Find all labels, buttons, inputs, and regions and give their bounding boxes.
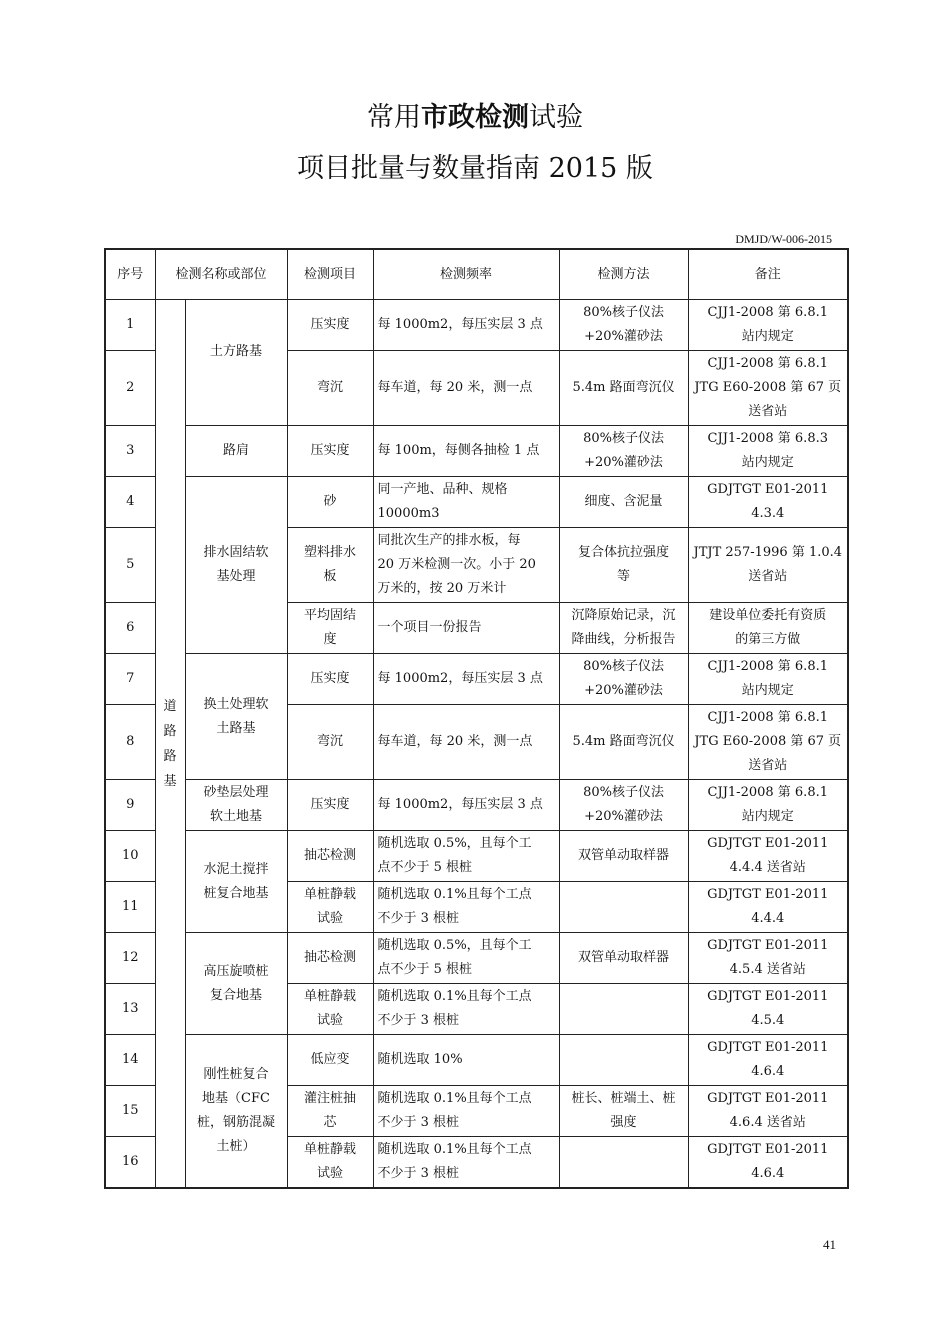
note-cell: GDJTGT E01-2011 4.5.4 送省站 — [688, 933, 848, 984]
note-cell: GDJTGT E01-2011 4.4.4 送省站 — [688, 831, 848, 882]
group-cell: 排水固结软 基处理 — [185, 477, 287, 654]
note-cell: 建设单位委托有资质 的第三方做 — [688, 603, 848, 654]
group-cell: 刚性桩复合 地基（CFC 桩，钢筋混凝 土桩） — [185, 1035, 287, 1189]
item-cell: 灌注桩抽 芯 — [287, 1086, 373, 1137]
row-number: 5 — [105, 528, 155, 603]
note-cell: GDJTGT E01-2011 4.6.4 — [688, 1137, 848, 1189]
table-row — [105, 426, 848, 477]
document-id: DMJD/W-006-2015 — [735, 232, 832, 246]
note-cell: GDJTGT E01-2011 4.5.4 — [688, 984, 848, 1035]
method-cell: 5.4m 路面弯沉仪 — [559, 351, 688, 426]
freq-cell: 每车道，每 20 米，测一点 — [373, 705, 559, 780]
title-suffix: 试验 — [529, 102, 583, 133]
row-number: 10 — [105, 831, 155, 882]
group-cell: 土方路基 — [185, 300, 287, 426]
note-cell: GDJTGT E01-2011 4.6.4 — [688, 1035, 848, 1086]
item-cell: 压实度 — [287, 654, 373, 705]
note-cell: CJJ1-2008 第 6.8.1 站内规定 — [688, 654, 848, 705]
item-cell: 单桩静载 试验 — [287, 984, 373, 1035]
item-cell: 单桩静载 试验 — [287, 882, 373, 933]
item-cell: 压实度 — [287, 300, 373, 351]
note-cell: CJJ1-2008 第 6.8.1 站内规定 — [688, 300, 848, 351]
row-number: 14 — [105, 1035, 155, 1086]
method-cell: 80%核子仪法 +20%灌砂法 — [559, 654, 688, 705]
freq-cell: 随机选取 0.1%且每个工点 不少于 3 根桩 — [373, 1086, 559, 1137]
title-prefix: 常用 — [367, 102, 421, 133]
row-number: 3 — [105, 426, 155, 477]
item-cell: 抽芯检测 — [287, 933, 373, 984]
freq-cell: 同一产地、品种、规格 10000m3 — [373, 477, 559, 528]
table-row — [105, 1035, 848, 1086]
note-cell: GDJTGT E01-2011 4.3.4 — [688, 477, 848, 528]
freq-cell: 同批次生产的排水板，每 20 万米检测一次。小于 20 万米的，按 20 万米计 — [373, 528, 559, 603]
page-number: 41 — [823, 1237, 836, 1252]
item-cell: 压实度 — [287, 426, 373, 477]
freq-cell: 每 100m，每侧各抽检 1 点 — [373, 426, 559, 477]
row-number: 16 — [105, 1137, 155, 1189]
freq-cell: 一个项目一份报告 — [373, 603, 559, 654]
note-cell: CJJ1-2008 第 6.8.1 JTG E60-2008 第 67 页 送省站 — [688, 705, 848, 780]
row-number: 8 — [105, 705, 155, 780]
title-bold: 市政检测 — [421, 102, 529, 133]
group-cell: 砂垫层处理 软土地基 — [185, 780, 287, 831]
row-number: 2 — [105, 351, 155, 426]
note-cell: CJJ1-2008 第 6.8.3 站内规定 — [688, 426, 848, 477]
item-cell: 弯沉 — [287, 351, 373, 426]
row-number: 1 — [105, 300, 155, 351]
item-cell: 平均固结 度 — [287, 603, 373, 654]
method-cell: 80%核子仪法 +20%灌砂法 — [559, 426, 688, 477]
freq-cell: 每 1000m2，每压实层 3 点 — [373, 654, 559, 705]
method-cell: 细度、含泥量 — [559, 477, 688, 528]
row-number: 11 — [105, 882, 155, 933]
note-cell: GDJTGT E01-2011 4.6.4 送省站 — [688, 1086, 848, 1137]
method-cell — [559, 1035, 688, 1086]
table-row — [105, 654, 848, 705]
row-number: 9 — [105, 780, 155, 831]
freq-cell: 随机选取 0.1%且每个工点 不少于 3 根桩 — [373, 882, 559, 933]
item-cell: 压实度 — [287, 780, 373, 831]
method-cell: 5.4m 路面弯沉仪 — [559, 705, 688, 780]
method-cell — [559, 1137, 688, 1189]
method-cell: 双管单动取样器 — [559, 831, 688, 882]
header-cell: 检测频率 — [373, 249, 559, 300]
category-cell: 道 路 路 基 — [155, 300, 185, 1189]
method-cell: 80%核子仪法 +20%灌砂法 — [559, 780, 688, 831]
item-cell: 单桩静载 试验 — [287, 1137, 373, 1189]
freq-cell: 每 1000m2，每压实层 3 点 — [373, 780, 559, 831]
note-cell: GDJTGT E01-2011 4.4.4 — [688, 882, 848, 933]
row-number: 12 — [105, 933, 155, 984]
header-cell: 检测名称或部位 — [155, 249, 287, 300]
method-cell: 复合体抗拉强度 等 — [559, 528, 688, 603]
method-cell — [559, 984, 688, 1035]
table-row — [105, 477, 848, 528]
freq-cell: 随机选取 0.1%且每个工点 不少于 3 根桩 — [373, 984, 559, 1035]
table-row — [105, 300, 848, 351]
note-cell: CJJ1-2008 第 6.8.1 JTG E60-2008 第 67 页 送省站 — [688, 351, 848, 426]
row-number: 7 — [105, 654, 155, 705]
row-number: 13 — [105, 984, 155, 1035]
freq-cell: 随机选取 0.1%且每个工点 不少于 3 根桩 — [373, 1137, 559, 1189]
inspection-table — [104, 248, 849, 1189]
method-cell: 沉降原始记录，沉 降曲线，分析报告 — [559, 603, 688, 654]
table-row — [105, 831, 848, 882]
table-header-row — [105, 249, 848, 300]
freq-cell: 每车道，每 20 米，测一点 — [373, 351, 559, 426]
note-cell: CJJ1-2008 第 6.8.1 站内规定 — [688, 780, 848, 831]
method-cell — [559, 882, 688, 933]
method-cell: 双管单动取样器 — [559, 933, 688, 984]
header-cell: 备注 — [688, 249, 848, 300]
item-cell: 砂 — [287, 477, 373, 528]
row-number: 6 — [105, 603, 155, 654]
group-cell: 高压旋喷桩 复合地基 — [185, 933, 287, 1035]
header-cell: 检测项目 — [287, 249, 373, 300]
item-cell: 抽芯检测 — [287, 831, 373, 882]
note-cell: JTJT 257-1996 第 1.0.4 送省站 — [688, 528, 848, 603]
item-cell: 弯沉 — [287, 705, 373, 780]
row-number: 15 — [105, 1086, 155, 1137]
method-cell: 桩长、桩端土、桩 强度 — [559, 1086, 688, 1137]
group-cell: 换土处理软 土路基 — [185, 654, 287, 780]
table-row — [105, 933, 848, 984]
table-row — [105, 780, 848, 831]
row-number: 4 — [105, 477, 155, 528]
method-cell: 80%核子仪法 +20%灌砂法 — [559, 300, 688, 351]
item-cell: 塑料排水 板 — [287, 528, 373, 603]
freq-cell: 每 1000m2，每压实层 3 点 — [373, 300, 559, 351]
item-cell: 低应变 — [287, 1035, 373, 1086]
page-title-line2: 项目批量与数量指南 2015 版 — [297, 153, 653, 184]
header-cell: 检测方法 — [559, 249, 688, 300]
header-cell: 序号 — [105, 249, 155, 300]
freq-cell: 随机选取 0.5%，且每个工 点不少于 5 根桩 — [373, 831, 559, 882]
page-title-line1 — [0, 95, 950, 134]
group-cell: 水泥土搅拌 桩复合地基 — [185, 831, 287, 933]
freq-cell: 随机选取 0.5%，且每个工 点不少于 5 根桩 — [373, 933, 559, 984]
group-cell: 路肩 — [185, 426, 287, 477]
freq-cell: 随机选取 10% — [373, 1035, 559, 1086]
